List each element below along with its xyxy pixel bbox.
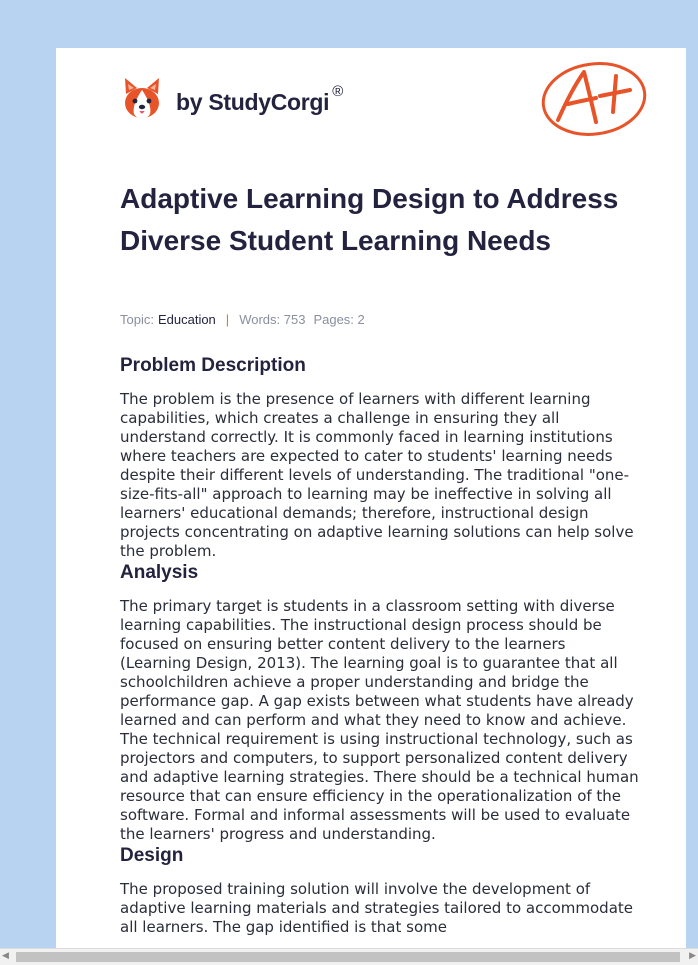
document-meta — [120, 312, 365, 327]
scroll-right-arrow-icon[interactable]: ▶ — [689, 951, 696, 961]
scroll-thumb[interactable] — [16, 952, 680, 962]
section-paragraph: The proposed training solution will involve the development of adaptive learning materials and strategies tailored to accommodate all learners. The gap identified is that some — [120, 880, 634, 936]
section-paragraph: The problem is the presence of learners with different learning capabilities, which creates a challenge in ensuring they all understand correctly. It is commonly faced in learning institutions where teachers are expected to cater to students' learning needs despite their different levels of understanding. The traditional "one-size-fits-all" approach to learning may be ineffective in solving all learners' educational demands; therefore, instructional design projects concentrating on adaptive learning solutions can help solve the problem. — [120, 390, 634, 560]
document-page — [56, 48, 686, 950]
topic-label: Topic: — [120, 312, 154, 327]
scroll-left-arrow-icon[interactable]: ◀ — [2, 951, 9, 961]
brand-name: by StudyCorgi ® — [176, 82, 344, 115]
studycorgi-logo[interactable] — [122, 76, 343, 122]
corgi-icon — [122, 76, 162, 122]
word-count: Words: 753 — [239, 312, 306, 327]
section-heading: Design — [120, 845, 184, 866]
topic-link[interactable]: Education — [157, 312, 216, 327]
essay-body — [120, 354, 640, 937]
section-heading: Analysis — [120, 562, 199, 583]
meta-separator: | — [225, 312, 230, 327]
svg-text:A+: A+ — [538, 58, 540, 59]
page-count: Pages: 2 — [313, 312, 365, 327]
a-plus-grade-badge — [538, 58, 650, 146]
horizontal-scrollbar[interactable] — [0, 948, 698, 965]
page-title: Adaptive Learning Design to Address Diverse Student Learning Needs — [120, 183, 619, 256]
section-heading: Problem Description — [120, 355, 306, 376]
section-paragraph: The primary target is students in a classroom setting with diverse learning capabilities. The instructional design process should be focused on ensuring better content delivery to the learners (Learning Design, 2013). The learning goal is to guarantee that all schoolchildren achieve a proper understanding and bridge the performance gap. A gap exists between what students have already learned and can perform and what they need to know and achieve. The technical requirement is using instructional technology, such as projectors and computers, to support personalized content delivery and adaptive learning strategies. There should be a technical human resource that can ensure efficiency in the operationalization of the software. Formal and informal assessments will be used to evaluate the learners' progress and understanding. — [120, 597, 639, 843]
